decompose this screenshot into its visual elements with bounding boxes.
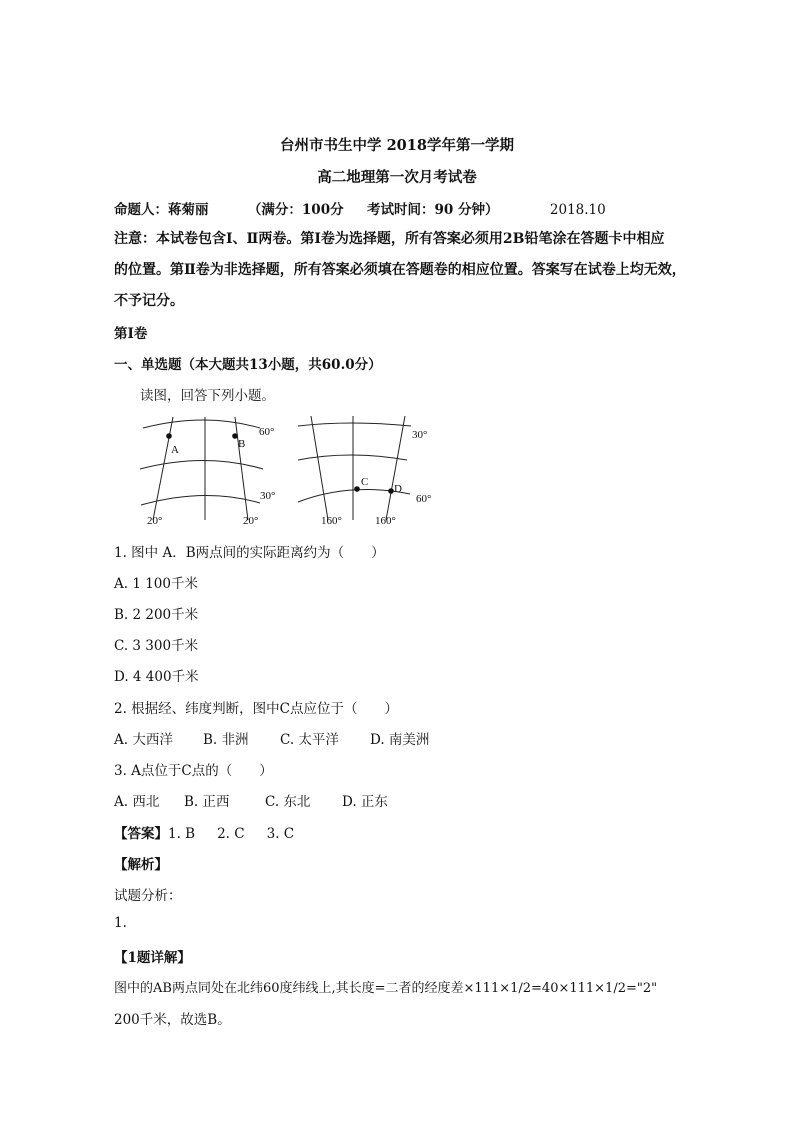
right-map [298,416,411,520]
analysis-intro: 试题分析： [114,888,182,904]
notice-line-2: 的位置。第Ⅱ卷为非选择题，所有答案必须填在答题卷的相应位置。答案写在试卷上均无效， [114,262,686,278]
question-2-options [114,728,429,748]
right-lat-bottom-label: 60° [416,493,432,505]
question-1-stem: 1. 图中 A．B两点间的实际距离约为（ ） [114,545,385,561]
volume-label: 第Ⅰ卷 [114,326,148,342]
analysis-detail-line-2: 200千米，故选B。 [114,1012,231,1028]
analysis-detail-label: 【1题详解】 [114,950,191,966]
right-lon-160e [386,416,405,520]
question-3-option-a: A. 西北 [114,794,160,810]
left-lat-60 [143,420,260,428]
question-3-option-b: B. 正西 [184,794,230,810]
point-a [166,433,172,439]
instruction: 读图，回答下列小题。 [140,388,275,404]
left-lon-right-label: 20° [243,515,259,527]
left-lat-top-label: 60° [259,426,275,438]
label-b: B [238,438,246,450]
answer-1: 1. B [168,826,196,842]
question-2-option-a: A. 大西洋 [114,732,173,748]
question-3-option-c: C. 东北 [265,794,311,810]
right-lat-30 [298,423,411,426]
left-map [140,417,263,520]
exam-date: 2018.10 [549,202,606,218]
full-score: （满分：100分 [247,202,344,218]
left-lat-bottom-label: 30° [260,490,276,502]
left-lat-30 [141,495,260,505]
left-lon-left-label: 20° [147,515,163,527]
exam-meta [114,198,606,218]
question-3-options [114,790,388,810]
left-lon-20w [153,417,173,520]
left-points [166,433,238,439]
school-title: 台州市书生中学 2018学年第一学期 [280,137,514,154]
graticule-figure [135,412,455,527]
analysis-detail-line-1: 图中的AB两点同处在北纬60度纬线上,其长度=二者的经度差×111×1/2=40×111×1/2="2" [114,981,658,996]
exam-time: 考试时间：90 分钟） [367,202,499,218]
question-2-stem: 2. 根据经、纬度判断，图中C点应位于（ ） [114,701,399,717]
answer-label: 【答案】 [114,826,168,842]
question-1-option-b: B. 2 200千米 [114,607,199,623]
answer-2: 2. C [217,826,245,842]
answer-3: 3. C [266,826,295,842]
section-heading: 一、单选题（本大题共13小题，共60.0分） [114,357,382,373]
label-c: C [361,476,369,488]
right-lat-top-label: 30° [412,429,428,441]
question-1-option-c: C. 3 300千米 [114,638,199,654]
notice [114,224,686,317]
question-3-option-d: D. 正东 [342,794,388,810]
label-a: A [171,444,179,456]
analysis-label: 【解析】 [114,857,168,873]
right-lon-right-label: 160° [375,515,396,527]
question-1-option-a: A. 1 100千米 [114,576,198,592]
point-b [232,433,238,439]
question-1-option-d: D. 4 400千米 [114,669,199,685]
left-lat-mid [140,461,263,470]
right-lon-left-label: 160° [321,515,342,527]
point-c [354,486,360,492]
left-lon-20e [235,417,248,520]
question-3-stem: 3. A点位于C点的（ ） [114,763,273,779]
question-2-option-b: B. 非洲 [203,732,249,748]
answer-row [114,822,294,842]
notice-line-1: 注意：本试卷包含Ⅰ、Ⅱ两卷。第Ⅰ卷为选择题，所有答案必须用2B铅笔涂在答题卡中相应 [114,231,665,247]
label-d: D [394,483,402,495]
author: 命题人：蒋菊丽 [114,202,209,218]
question-2-option-c: C. 太平洋 [280,732,339,748]
question-2-option-d: D. 南美洲 [370,732,430,748]
point-d [388,488,394,494]
exam-title: 高二地理第一次月考试卷 [317,169,477,186]
right-lon-160w [311,416,328,520]
notice-line-3: 不予记分。 [114,293,184,309]
analysis-number: 1. [114,915,127,931]
